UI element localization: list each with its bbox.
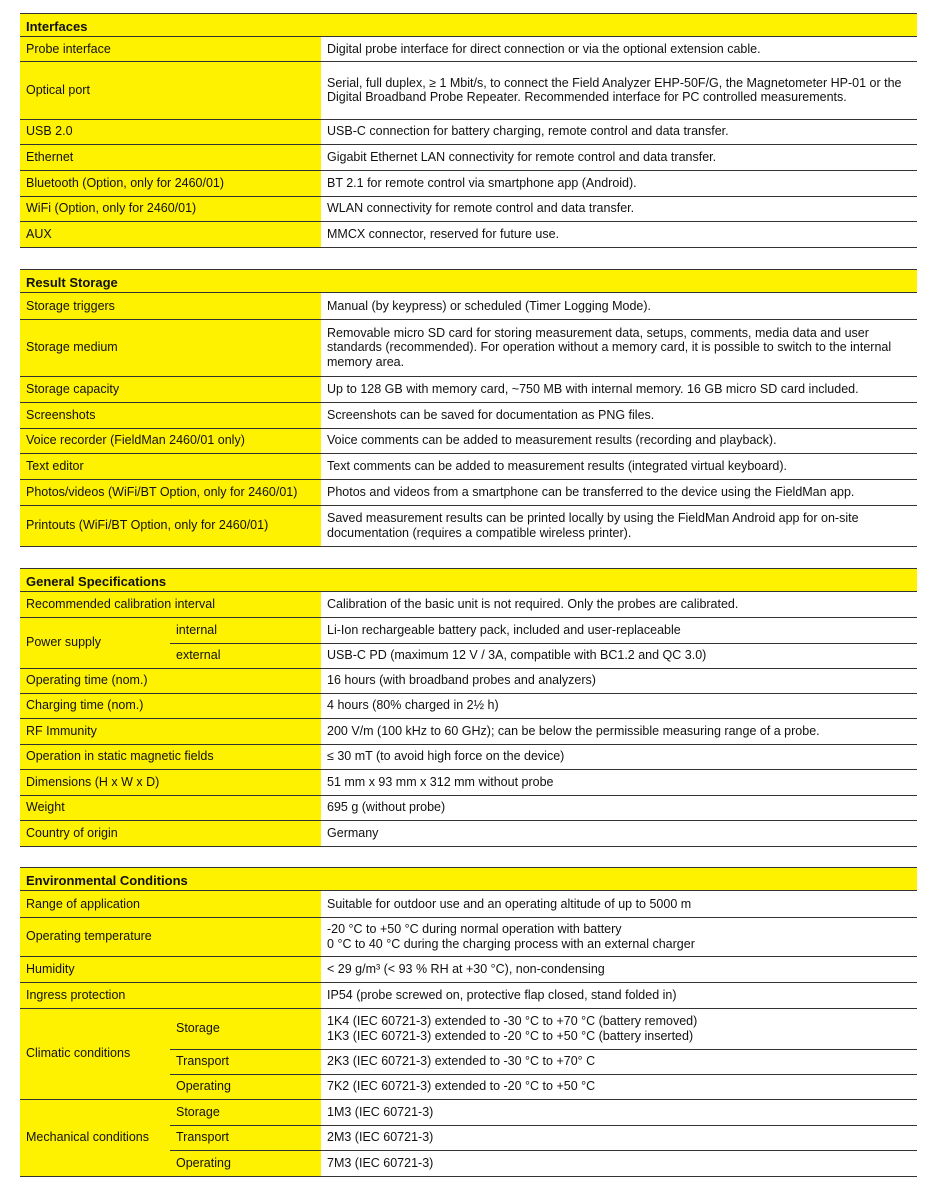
row-label: Optical port bbox=[20, 61, 321, 119]
row-label: Probe interface bbox=[20, 37, 321, 61]
row-value: Screenshots can be saved for documentation as PNG files. bbox=[321, 402, 917, 428]
table-row bbox=[20, 479, 917, 505]
section-result-storage bbox=[20, 269, 917, 547]
row-label: Weight bbox=[20, 795, 321, 820]
row-label: AUX bbox=[20, 221, 321, 247]
table-row bbox=[20, 795, 917, 820]
row-value: 2M3 (IEC 60721-3) bbox=[321, 1125, 917, 1150]
row-value: MMCX connector, reserved for future use. bbox=[321, 221, 917, 247]
section-header: Environmental Conditions bbox=[20, 867, 917, 891]
row-value: 4 hours (80% charged in 2½ h) bbox=[321, 693, 917, 718]
row-value: 2K3 (IEC 60721-3) extended to -30 °C to +70° C bbox=[321, 1049, 917, 1074]
spec-table bbox=[20, 293, 917, 547]
table-row bbox=[20, 170, 917, 196]
table-row bbox=[20, 718, 917, 744]
row-label: Storage triggers bbox=[20, 293, 321, 319]
row-value: Up to 128 GB with memory card, ~750 MB with internal memory. 16 GB micro SD card included. bbox=[321, 376, 917, 402]
table-row bbox=[20, 505, 917, 546]
row-value: 695 g (without probe) bbox=[321, 795, 917, 820]
table-row bbox=[20, 402, 917, 428]
section-header: Interfaces bbox=[20, 13, 917, 37]
row-label: Screenshots bbox=[20, 402, 321, 428]
row-value: Gigabit Ethernet LAN connectivity for remote control and data transfer. bbox=[321, 144, 917, 170]
row-value: Voice comments can be added to measurement results (recording and playback). bbox=[321, 428, 917, 453]
table-row bbox=[20, 319, 917, 376]
row-label: Photos/videos (WiFi/BT Option, only for 2460/01) bbox=[20, 479, 321, 505]
row-value: Suitable for outdoor use and an operating altitude of up to 5000 m bbox=[321, 891, 917, 917]
row-sublabel: external bbox=[170, 643, 321, 668]
row-sublabel: Storage bbox=[170, 1099, 321, 1125]
row-value: Text comments can be added to measurement results (integrated virtual keyboard). bbox=[321, 453, 917, 479]
table-row bbox=[20, 1008, 917, 1049]
table-row bbox=[20, 617, 917, 643]
row-label: Climatic conditions bbox=[20, 1008, 170, 1099]
row-value: WLAN connectivity for remote control and data transfer. bbox=[321, 196, 917, 221]
row-label: Country of origin bbox=[20, 820, 321, 846]
row-label: Dimensions (H x W x D) bbox=[20, 769, 321, 795]
table-row bbox=[20, 428, 917, 453]
row-value: -20 °C to +50 °C during normal operation with battery 0 °C to 40 °C during the charging process with an external charger bbox=[321, 917, 917, 956]
row-label: Storage capacity bbox=[20, 376, 321, 402]
row-label: Text editor bbox=[20, 453, 321, 479]
row-label: Range of application bbox=[20, 891, 321, 917]
row-value: < 29 g/m³ (< 93 % RH at +30 °C), non-condensing bbox=[321, 956, 917, 982]
row-value: 51 mm x 93 mm x 312 mm without probe bbox=[321, 769, 917, 795]
row-value: Serial, full duplex, ≥ 1 Mbit/s, to connect the Field Analyzer EHP-50F/G, the Magnetometer HP-01 or the Digital Broadband Probe Repeater. Recommended interface for PC controlled measurements. bbox=[321, 61, 917, 119]
row-value: Saved measurement results can be printed locally by using the FieldMan Android app for on-site documentation (requires a compatible wireless printer). bbox=[321, 505, 917, 546]
table-row bbox=[20, 221, 917, 247]
table-row bbox=[20, 820, 917, 846]
row-sublabel: Transport bbox=[170, 1125, 321, 1150]
section-environmental-conditions bbox=[20, 867, 917, 1177]
row-label: RF Immunity bbox=[20, 718, 321, 744]
row-value: BT 2.1 for remote control via smartphone app (Android). bbox=[321, 170, 917, 196]
table-row bbox=[20, 119, 917, 144]
row-value: ≤ 30 mT (to avoid high force on the device) bbox=[321, 744, 917, 769]
section-header: Result Storage bbox=[20, 269, 917, 293]
row-label: Ethernet bbox=[20, 144, 321, 170]
row-label: Ingress protection bbox=[20, 982, 321, 1008]
spec-table bbox=[20, 891, 917, 1177]
table-row bbox=[20, 693, 917, 718]
row-label: Operation in static magnetic fields bbox=[20, 744, 321, 769]
table-row bbox=[20, 144, 917, 170]
row-label: Recommended calibration interval bbox=[20, 592, 321, 617]
table-row bbox=[20, 376, 917, 402]
table-row bbox=[20, 917, 917, 956]
row-value: Manual (by keypress) or scheduled (Timer Logging Mode). bbox=[321, 293, 917, 319]
row-sublabel: Storage bbox=[170, 1008, 321, 1049]
table-row bbox=[20, 982, 917, 1008]
table-row bbox=[20, 37, 917, 61]
row-label: Humidity bbox=[20, 956, 321, 982]
table-row bbox=[20, 744, 917, 769]
row-value: USB-C connection for battery charging, remote control and data transfer. bbox=[321, 119, 917, 144]
row-value: USB-C PD (maximum 12 V / 3A, compatible with BC1.2 and QC 3.0) bbox=[321, 643, 917, 668]
row-value: 1K4 (IEC 60721-3) extended to -30 °C to +70 °C (battery removed) 1K3 (IEC 60721-3) extended to -20 °C to +50 °C (battery inserted) bbox=[321, 1008, 917, 1049]
row-value: Calibration of the basic unit is not required. Only the probes are calibrated. bbox=[321, 592, 917, 617]
table-row bbox=[20, 592, 917, 617]
table-row bbox=[20, 668, 917, 693]
row-label: Printouts (WiFi/BT Option, only for 2460/01) bbox=[20, 505, 321, 546]
row-value: 200 V/m (100 kHz to 60 GHz); can be below the permissible measuring range of a probe. bbox=[321, 718, 917, 744]
row-label: Mechanical conditions bbox=[20, 1099, 170, 1176]
row-label: USB 2.0 bbox=[20, 119, 321, 144]
row-sublabel: Transport bbox=[170, 1049, 321, 1074]
row-label: Storage medium bbox=[20, 319, 321, 376]
row-label: Power supply bbox=[20, 617, 170, 668]
row-value: 7K2 (IEC 60721-3) extended to -20 °C to +50 °C bbox=[321, 1074, 917, 1099]
row-value: 1M3 (IEC 60721-3) bbox=[321, 1099, 917, 1125]
table-row bbox=[20, 196, 917, 221]
row-value: 7M3 (IEC 60721-3) bbox=[321, 1150, 917, 1176]
row-value: 16 hours (with broadband probes and analyzers) bbox=[321, 668, 917, 693]
table-row bbox=[20, 956, 917, 982]
row-value: Photos and videos from a smartphone can be transferred to the device using the FieldMan app. bbox=[321, 479, 917, 505]
table-row bbox=[20, 891, 917, 917]
row-label: Bluetooth (Option, only for 2460/01) bbox=[20, 170, 321, 196]
row-value: Li-Ion rechargeable battery pack, included and user-replaceable bbox=[321, 617, 917, 643]
table-row bbox=[20, 61, 917, 119]
section-header: General Specifications bbox=[20, 568, 917, 592]
spec-table bbox=[20, 37, 917, 248]
section-interfaces bbox=[20, 13, 917, 248]
row-value: IP54 (probe screwed on, protective flap closed, stand folded in) bbox=[321, 982, 917, 1008]
row-value: Removable micro SD card for storing measurement data, setups, comments, media data and user standards (recommended). For operation without a memory card, it is possible to switch to the internal memory area. bbox=[321, 319, 917, 376]
table-row bbox=[20, 1099, 917, 1125]
row-label: Voice recorder (FieldMan 2460/01 only) bbox=[20, 428, 321, 453]
row-label: Operating temperature bbox=[20, 917, 321, 956]
row-sublabel: Operating bbox=[170, 1150, 321, 1176]
table-row bbox=[20, 769, 917, 795]
spec-table bbox=[20, 592, 917, 847]
row-label: Charging time (nom.) bbox=[20, 693, 321, 718]
row-value: Germany bbox=[321, 820, 917, 846]
row-label: Operating time (nom.) bbox=[20, 668, 321, 693]
row-sublabel: Operating bbox=[170, 1074, 321, 1099]
row-label: WiFi (Option, only for 2460/01) bbox=[20, 196, 321, 221]
section-general-specifications bbox=[20, 568, 917, 847]
table-row bbox=[20, 453, 917, 479]
row-value: Digital probe interface for direct connection or via the optional extension cable. bbox=[321, 37, 917, 61]
row-sublabel: internal bbox=[170, 617, 321, 643]
table-row bbox=[20, 293, 917, 319]
